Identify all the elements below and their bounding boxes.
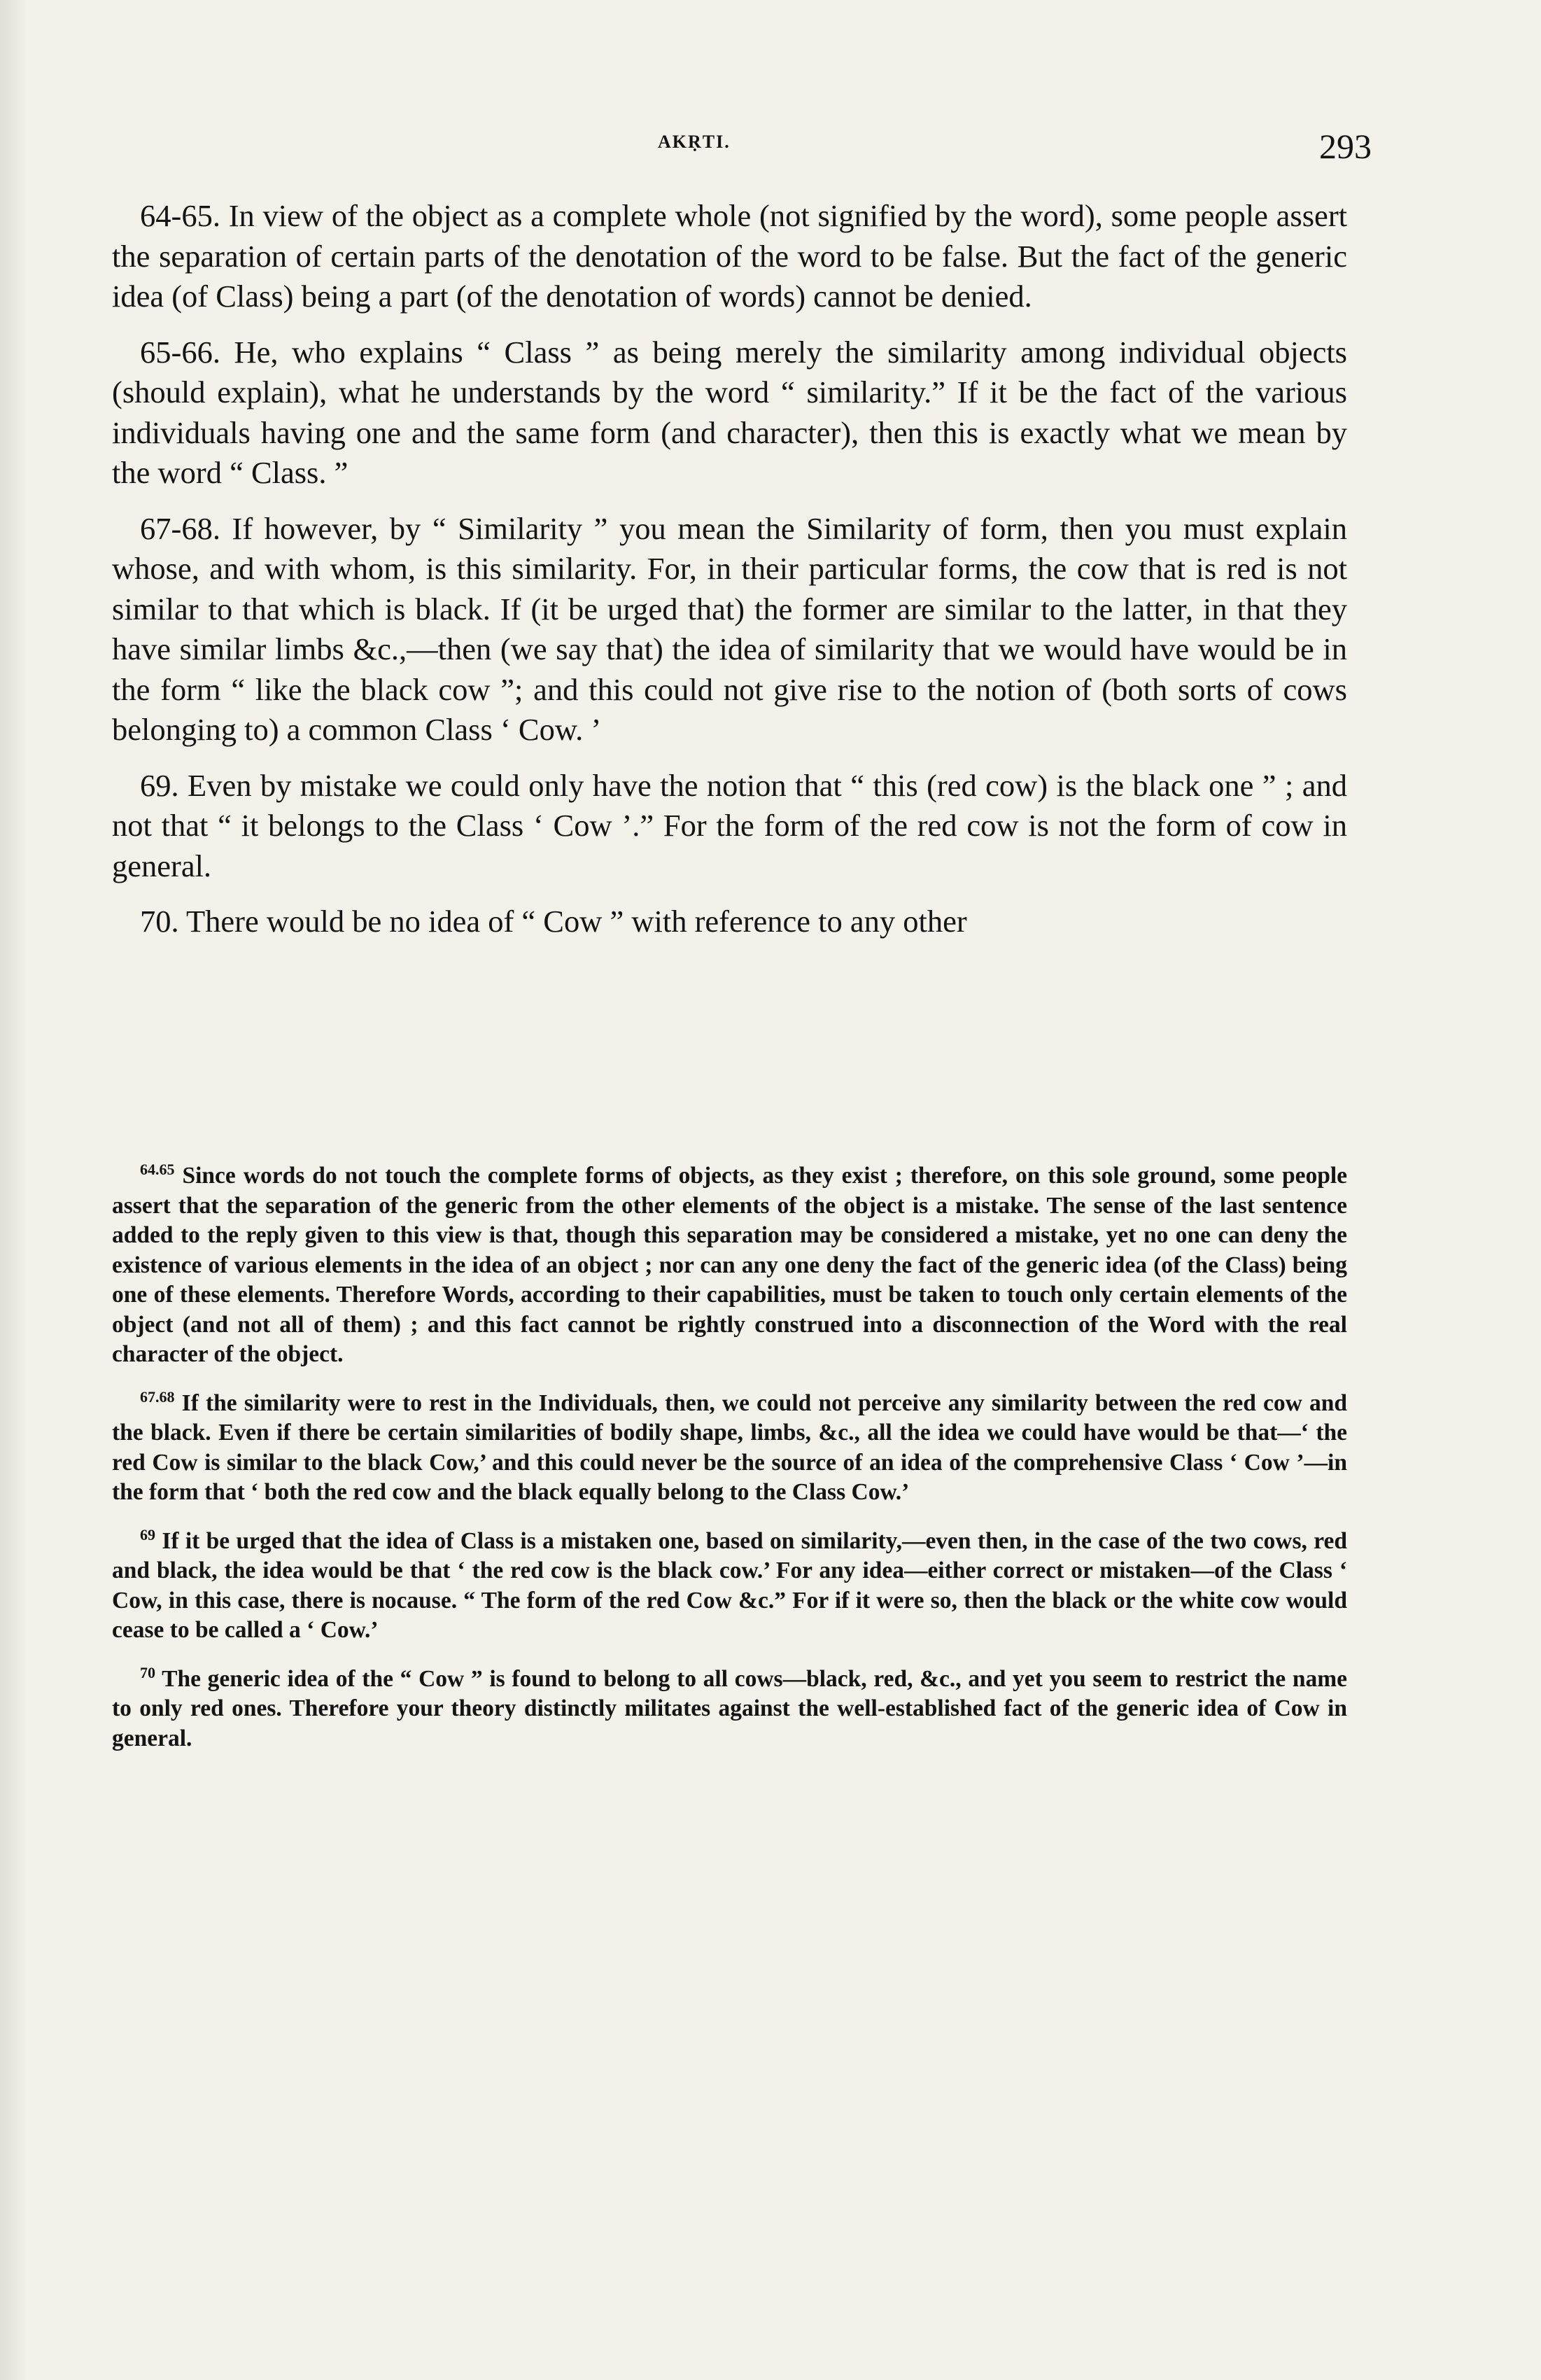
main-text [112, 196, 1347, 942]
footnote-number: 67.68 [140, 1387, 175, 1406]
verse-64-65: 64-65. In view of the object as a complete whole (not signified by the word), some people assert the separation of certain parts of the denotation of the word to be false. But the fact of the generic idea (of Class) being a part (of the denotation of words) cannot be denied. [112, 198, 1347, 314]
footnotes [112, 1155, 1347, 1754]
verse-69: 69. Even by mistake we could only have the notion that “ this (red cow) is the black one ” ; and not that “ it belongs to the Class ‘ Cow ’.” For the form of the red cow is not the form of cow in general. [112, 767, 1347, 883]
footnote-text: Since words do not touch the complete forms of objects, as they exist ; therefore, on this sole ground, some people assert that the separation of the generic from the other elements of the object is a mistake. The sense of the last sentence added to the reply given to this view is that, though this separation may be considered a mistake, yet no one can deny the existence of various elements in the idea of an object ; nor can any one deny the fact of the generic idea (of the Class) being one of these elements. Therefore Words, according to their capabilities, must be taken to touch only certain elements of the object (and not all of them) ; and this fact cannot be rightly construed into a disconnection of the Word with the real character of the object. [112, 1163, 1348, 1367]
footnote-text: If it be urged that the idea of Class is a mistaken one, based on similarity,—even then, in the case of the two cows, red and black, the idea would be that ‘ the red cow is the black cow.’ For any idea—either correct or mistaken—of the Class ‘ Cow, in this case, there is nocause. “ The form of the red Cow &c.” For if it were so, then the black or the white cow would cease to be called a ‘ Cow.’ [112, 1527, 1347, 1643]
footnote-69 [112, 1520, 1347, 1646]
page-gutter-shadow [0, 0, 28, 2380]
verse-65-66: 65-66. He, who explains “ Class ” as being merely the similarity among individual objects (should explain), what he understands by the word “ similarity.” If it be the fact of the various individuals having one and the same form (and character), then this is exactly what we mean by the word “ Class. ” [112, 334, 1347, 490]
running-head: AKṚTI. [658, 132, 731, 152]
footnote-text: The generic idea of the “ Cow ” is found to belong to all cows—black, red, &c., and yet you seem to restrict the name to only red ones. Therefore your theory distinctly militates against the well-established fact of the generic idea of Cow in general. [112, 1665, 1348, 1751]
footnote-70 [112, 1658, 1347, 1754]
footnote-64-65 [112, 1155, 1347, 1370]
footnote-number: 64.65 [140, 1161, 175, 1178]
footnote-number: 69 [140, 1525, 155, 1544]
page-header [112, 126, 1372, 175]
footnote-number: 70 [140, 1663, 155, 1681]
verse-70: 70. There would be no idea of “ Cow ” with reference to any other [140, 904, 967, 939]
footnote-text: If the similarity were to rest in the Individuals, then, we could not perceive any similarity between the red cow and the black. Even if there be certain similarities of bodily shape, limbs, &c., all the idea we could have would be that—‘ the red Cow is similar to the black Cow,’ and this could never be the source of an idea of the comprehensive Class ‘ Cow ’—in the form that ‘ both the red cow and the black equally belong to the Class Cow.’ [112, 1390, 1348, 1505]
verse-67-68: 67-68. If however, by “ Similarity ” you mean the Similarity of form, then you must explain whose, and with whom, is this similarity. For, in their particular forms, the cow that is red is not similar to that which is black. If (it be urged that) the former are similar to the latter, in that they have similar limbs &c.,—then (we say that) the idea of similarity that we would have would be in the form “ like the black cow ”; and this could not give rise to the notion of (both sorts of cows belonging to) a common Class ‘ Cow. ’ [112, 510, 1347, 747]
footnote-67-68 [112, 1382, 1347, 1508]
page-number: 293 [1319, 127, 1372, 166]
